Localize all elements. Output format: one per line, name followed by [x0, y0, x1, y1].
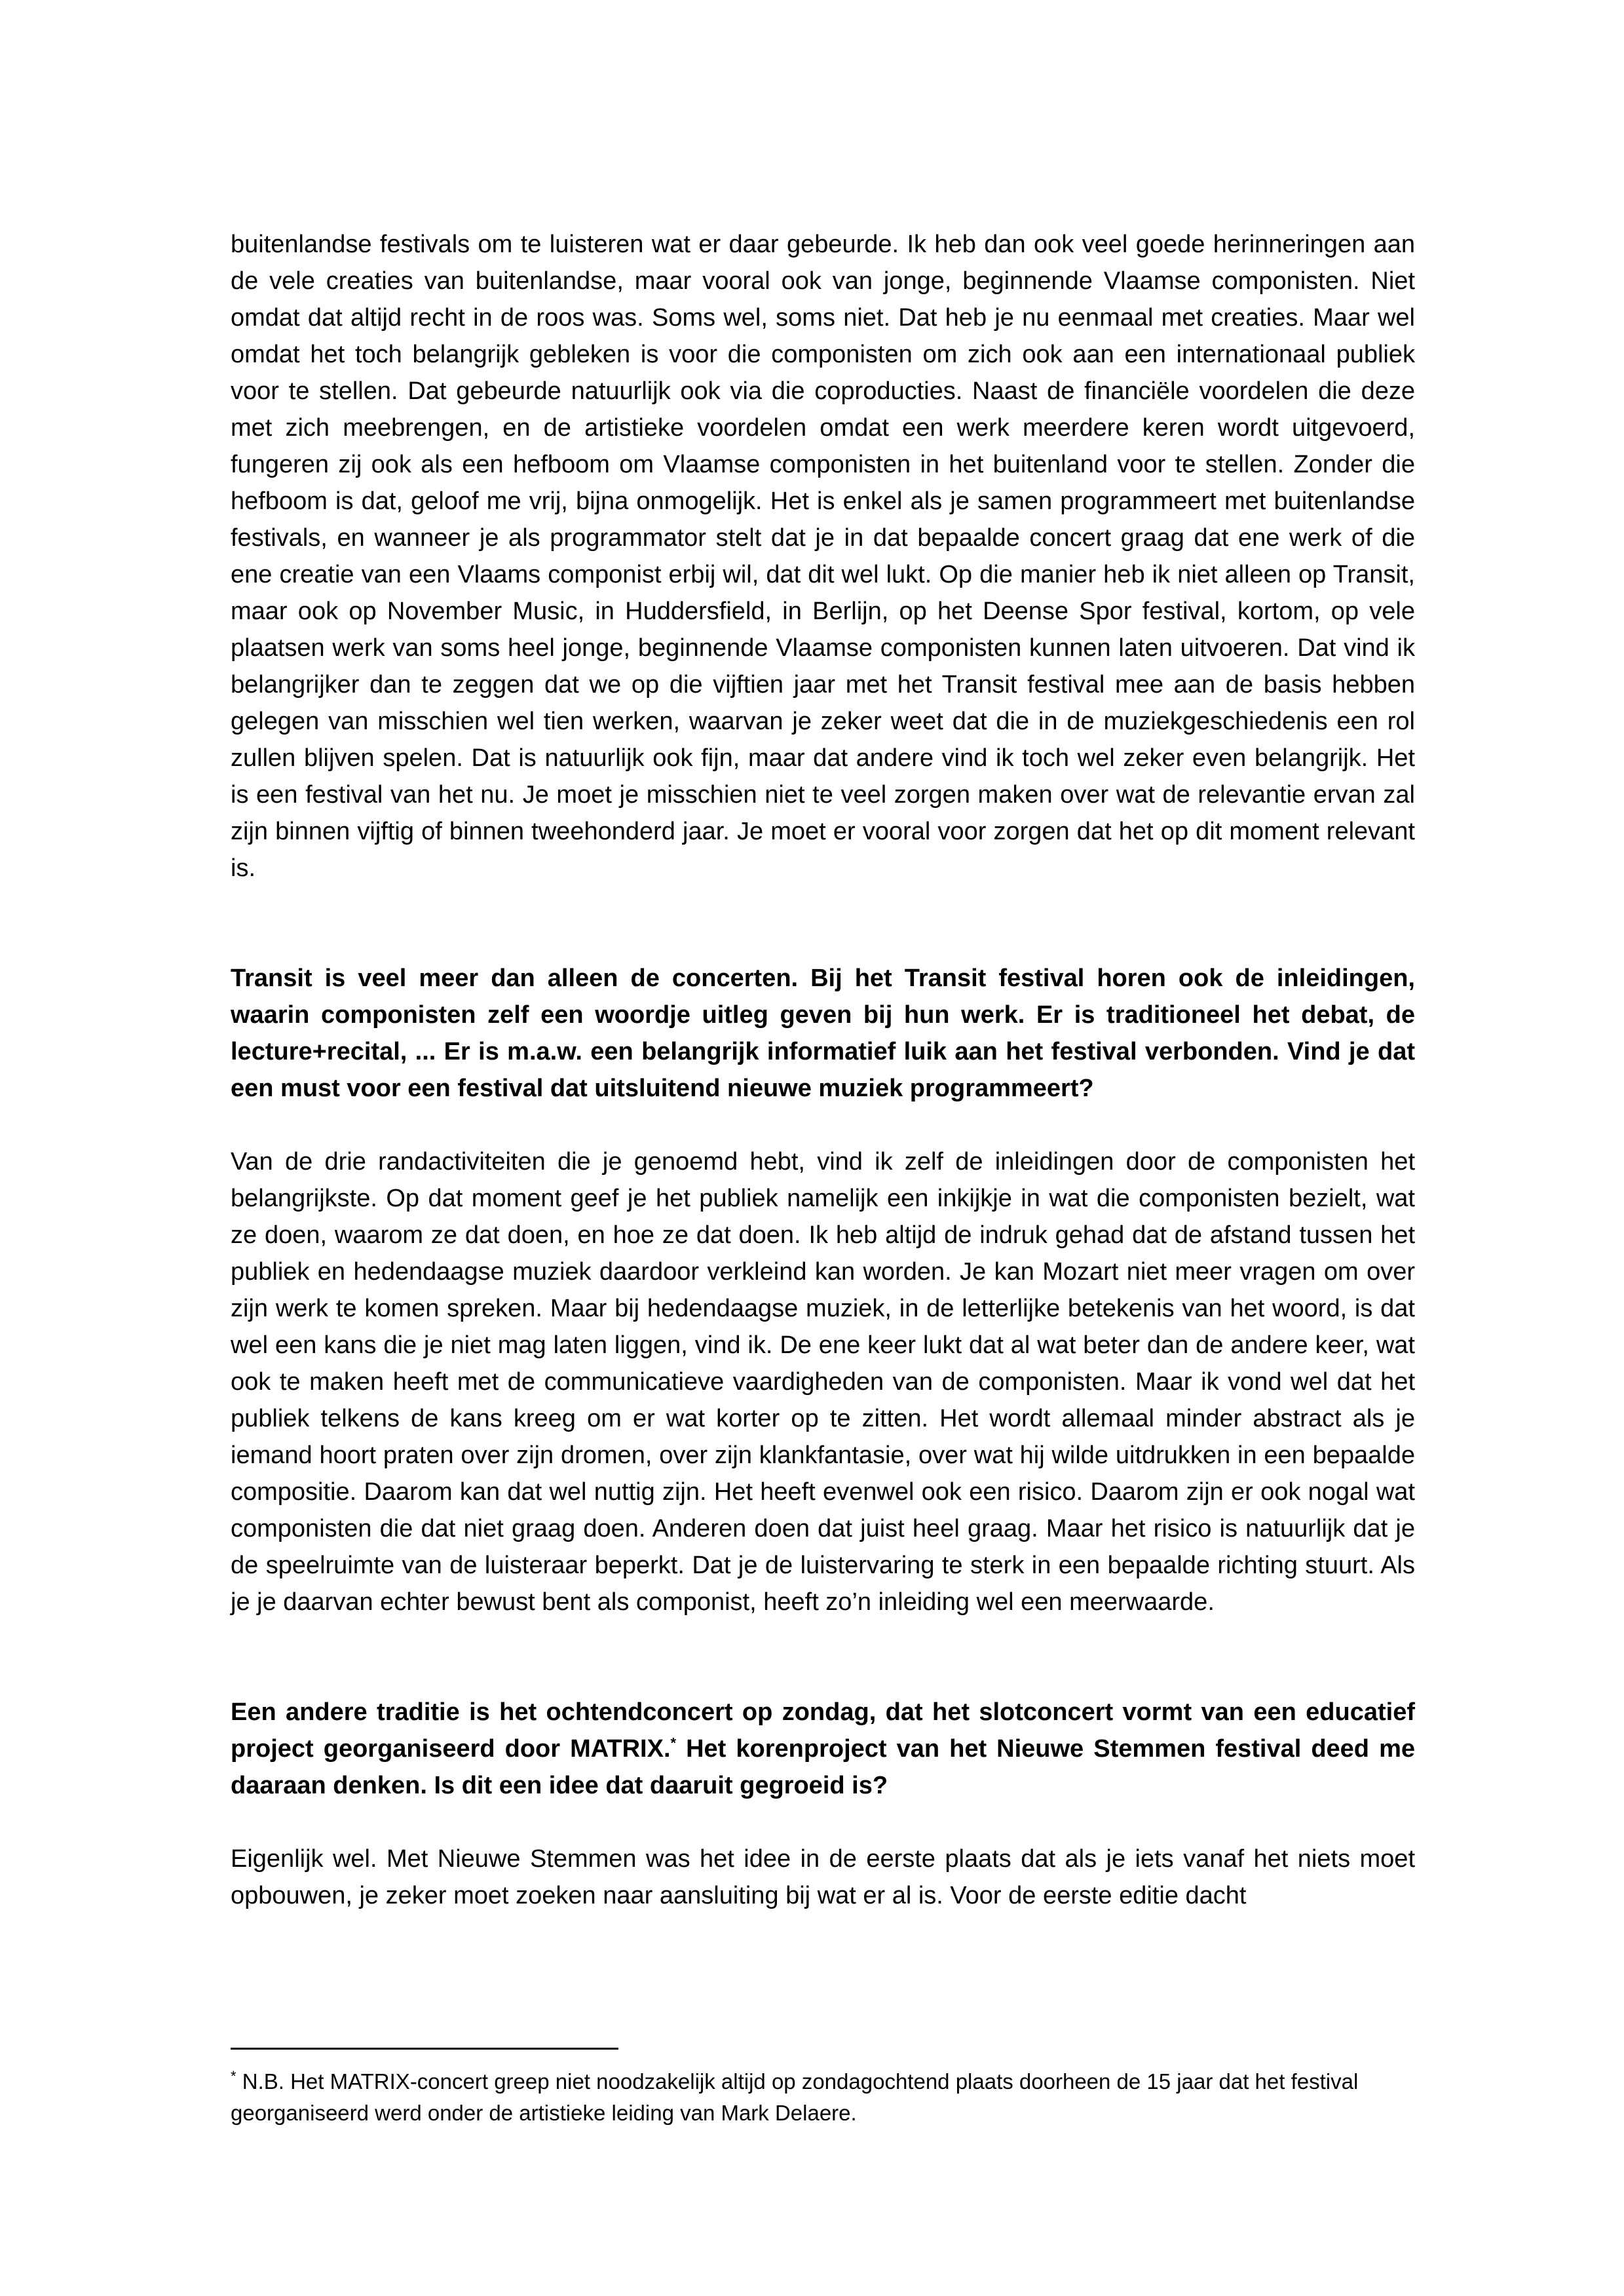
- interview-question: [231, 1694, 1415, 1804]
- paragraph-spacer: [231, 887, 1415, 960]
- footnote-marker: *: [231, 2068, 236, 2084]
- footnote-reference[interactable]: *: [670, 1734, 677, 1751]
- interview-question: Transit is veel meer dan alleen de concerten. Bij het Transit festival horen ook de inleidingen, waarin componisten zelf een woordje uitleg geven bij hun werk. Er is traditioneel het debat, de lecture+recital, ... Er is m.a.w. een belangrijk informatief luik aan het festival verbonden. Vind je dat een must voor een festival dat uitsluitend nieuwe muziek programmeert?: [231, 965, 1415, 1102]
- paragraph-spacer: [231, 1107, 1415, 1143]
- interview-answer: Van de drie randactiviteiten die je genoemd hebt, vind ik zelf de inleidingen door de componisten het belangrijkste. Op dat moment geef je het publiek namelijk een inkijkje in wat die componisten bezielt, wat ze doen, waarom ze dat doen, en hoe ze dat doen. Ik heb altijd de indruk gehad dat de afstand tussen het publiek en hedendaagse muziek daardoor verkleind kan worden. Je kan Mozart niet meer vragen om over zijn werk te komen spreken. Maar bij hedendaagse muziek, in de letterlijke betekenis van het woord, is dat wel een kans die je niet mag laten liggen, vind ik. De ene keer lukt dat al wat beter dan de andere keer, wat ook te maken heeft met de communicatieve vaardigheden van de componisten. Maar ik vond wel dat het publiek telkens de kans kreeg om er wat korter op te zitten. Het wordt allemaal minder abstract als je iemand hoort praten over zijn dromen, over zijn klankfantasie, over wat hij wilde uitdrukken in een bepaalde compositie. Daarom kan dat wel nuttig zijn. Het heeft evenwel ook een risico. Daarom zijn er ook nogal wat componisten die dat niet graag doen. Anderen doen dat juist heel graag. Maar het risico is natuurlijk dat je de speelruimte van de luisteraar beperkt. Dat je de luistervaring te sterk in een bepaalde richting stuurt. Als je je daarvan echter bewust bent als componist, heeft zo’n inleiding wel een meerwaarde.: [231, 1148, 1415, 1616]
- paragraph-spacer: [231, 1804, 1415, 1841]
- question-text: Het korenproject van het Nieuwe Stemmen festival deed me daaraan denken. Is dit een idee dat daaruit gegroeid is?: [231, 1735, 1415, 1799]
- interview-answer: Eigenlijk wel. Met Nieuwe Stemmen was het idee in de eerste plaats dat als je iets vanaf het niets moet opbouwen, je zeker moet zoeken naar aansluiting bij wat er al is. Voor de eerste editie dacht: [231, 1845, 1415, 1909]
- footnote-divider: [231, 2048, 618, 2050]
- body-paragraph: buitenlandse festivals om te luisteren wat er daar gebeurde. Ik heb dan ook veel goede herinneringen aan de vele creaties van buitenlandse, maar vooral ook van jonge, beginnende Vlaamse componisten. Niet omdat dat altijd recht in de roos was. Soms wel, soms niet. Dat heb je nu eenmaal met creaties. Maar wel omdat het toch belangrijk gebleken is voor die componisten om zich ook aan een internationaal publiek voor te stellen. Dat gebeurde natuurlijk ook via die coproducties. Naast de financiële voordelen die deze met zich meebrengen, en de artistieke voordelen omdat een werk meerdere keren wordt uitgevoerd, fungeren zij ook als een hefboom om Vlaamse componisten in het buitenland voor te stellen. Zonder die hefboom is dat, geloof me vrij, bijna onmogelijk. Het is enkel als je samen programmeert met buitenlandse festivals, en wanneer je als programmator stelt dat je in dat bepaalde concert graag dat ene werk of die ene creatie van een Vlaams componist erbij wil, dat dit wel lukt. Op die manier heb ik niet alleen op Transit, maar ook op November Music, in Huddersfield, in Berlijn, op het Deense Spor festival, kortom, op vele plaatsen werk van soms heel jonge, beginnende Vlaamse componisten kunnen laten uitvoeren. Dat vind ik belangrijker dan te zeggen dat we op die vijftien jaar met het Transit festival mee aan de basis hebben gelegen van misschien wel tien werken, waarvan je zeker weet dat die in de muziekgeschiedenis een rol zullen blijven spelen. Dat is natuurlijk ook fijn, maar dat andere vind ik toch wel zeker even belangrijk. Het is een festival van het nu. Je moet je misschien niet te veel zorgen maken over wat de relevantie ervan zal zijn binnen vijftig of binnen tweehonderd jaar. Je moet er vooral voor zorgen dat het op dit moment relevant is.: [231, 231, 1415, 882]
- document-body: [231, 226, 1415, 1914]
- paragraph-spacer: [231, 1620, 1415, 1694]
- question-text: Een andere traditie is het ochtendconcert op zondag, dat het slotconcert vormt van een educatief project georganiseerd door MATRIX.: [231, 1698, 1415, 1763]
- footnote-text: N.B. Het MATRIX-concert greep niet noodzakelijk altijd op zondagochtend plaats doorheen de 15 jaar dat het festival georganiseerd werd onder de artistieke leiding van Mark Delaere.: [231, 2069, 1359, 2125]
- footnote: [231, 2066, 1415, 2129]
